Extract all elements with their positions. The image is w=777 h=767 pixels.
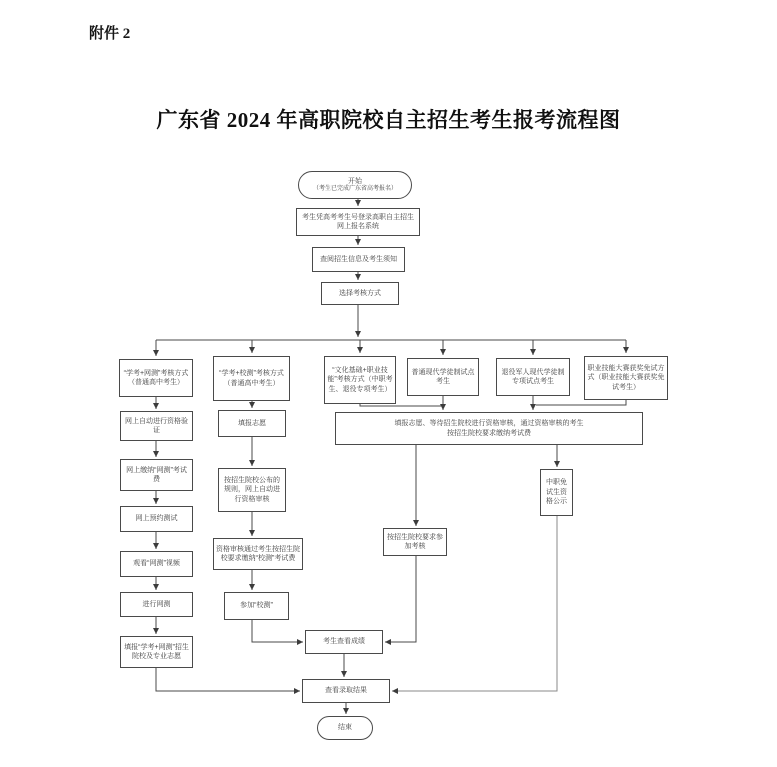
- flow-node-end: 结束: [317, 716, 373, 740]
- flow-node-auto-review: 按招生院校公布的规则，网上自动进行资格审核: [218, 468, 286, 512]
- start-title: 开始: [347, 177, 362, 185]
- flow-node-start: [298, 171, 412, 199]
- wide-box-line1: 填报志愿、等待招生院校进行资格审核，通过资格审核的考生: [394, 420, 584, 428]
- flow-node-branch-apprentice: 普通现代学徒制试点考生: [407, 358, 479, 396]
- wide-box-line2: 按招生院校要求缴纳考试费: [447, 429, 531, 437]
- flow-node-pay-xiaoce: 资格审核通过考生按招生院校要求缴纳“校测”考试费: [213, 538, 303, 570]
- attachment-label: 附件 2: [89, 26, 131, 42]
- flow-node-fill-preferences: 填报志愿: [218, 410, 286, 437]
- flow-node-login-system: 考生凭高考考生号登录高职自主招生网上报名系统: [296, 208, 420, 236]
- flow-node-branch-veteran: 退役军人现代学徒制专项试点考生: [496, 358, 570, 396]
- flow-node-exemption-publicity: 中职免试生资格公示: [540, 469, 573, 516]
- flow-node-branch-culture-skill: “文化基础+职业技能”考核方式（中职考生、退役专项考生）: [324, 356, 396, 404]
- flow-node-pay-wangce: 网上缴纳“网测”考试费: [120, 459, 193, 491]
- flow-node-auto-verify: 网上自动进行资格验证: [120, 411, 193, 441]
- page-title: 广东省 2024 年高职院校自主招生考生报考流程图: [156, 108, 621, 132]
- flow-node-attend-xiaoce: 参加“校测”: [224, 592, 289, 620]
- flow-node-watch-video: 观看“网测”视频: [120, 551, 193, 577]
- flow-node-take-wangce: 进行网测: [120, 592, 193, 617]
- flow-node-view-scores: 考生查看成绩: [305, 630, 383, 654]
- flow-node-fill-wait-review-pay: [335, 412, 643, 445]
- flow-node-fill-wangce-preferences: 填报“学考+网测”招生院校及专业志愿: [120, 636, 193, 668]
- flow-node-branch-xuekao-xiaoce: “学考+校测”考核方式（普通高中考生）: [213, 356, 290, 401]
- flow-node-book-test: 网上预约测试: [120, 506, 193, 532]
- flow-node-branch-xuekao-wangce: “学考+网测”考核方式（普通高中考生）: [119, 359, 193, 397]
- flow-node-attend-assessment: 按招生院校要求参加考核: [383, 528, 447, 556]
- flow-node-view-results: 查看录取结果: [302, 679, 390, 703]
- flow-node-branch-skill-exemption: 职业技能大赛获奖免试方式（职业技能大赛获奖免试考生）: [584, 356, 668, 400]
- flow-node-view-info: 查阅招生信息及考生须知: [312, 247, 405, 272]
- flow-node-choose-method: 选择考核方式: [321, 282, 399, 305]
- start-subtitle: （考生已完成广东省高考报名）: [312, 186, 397, 193]
